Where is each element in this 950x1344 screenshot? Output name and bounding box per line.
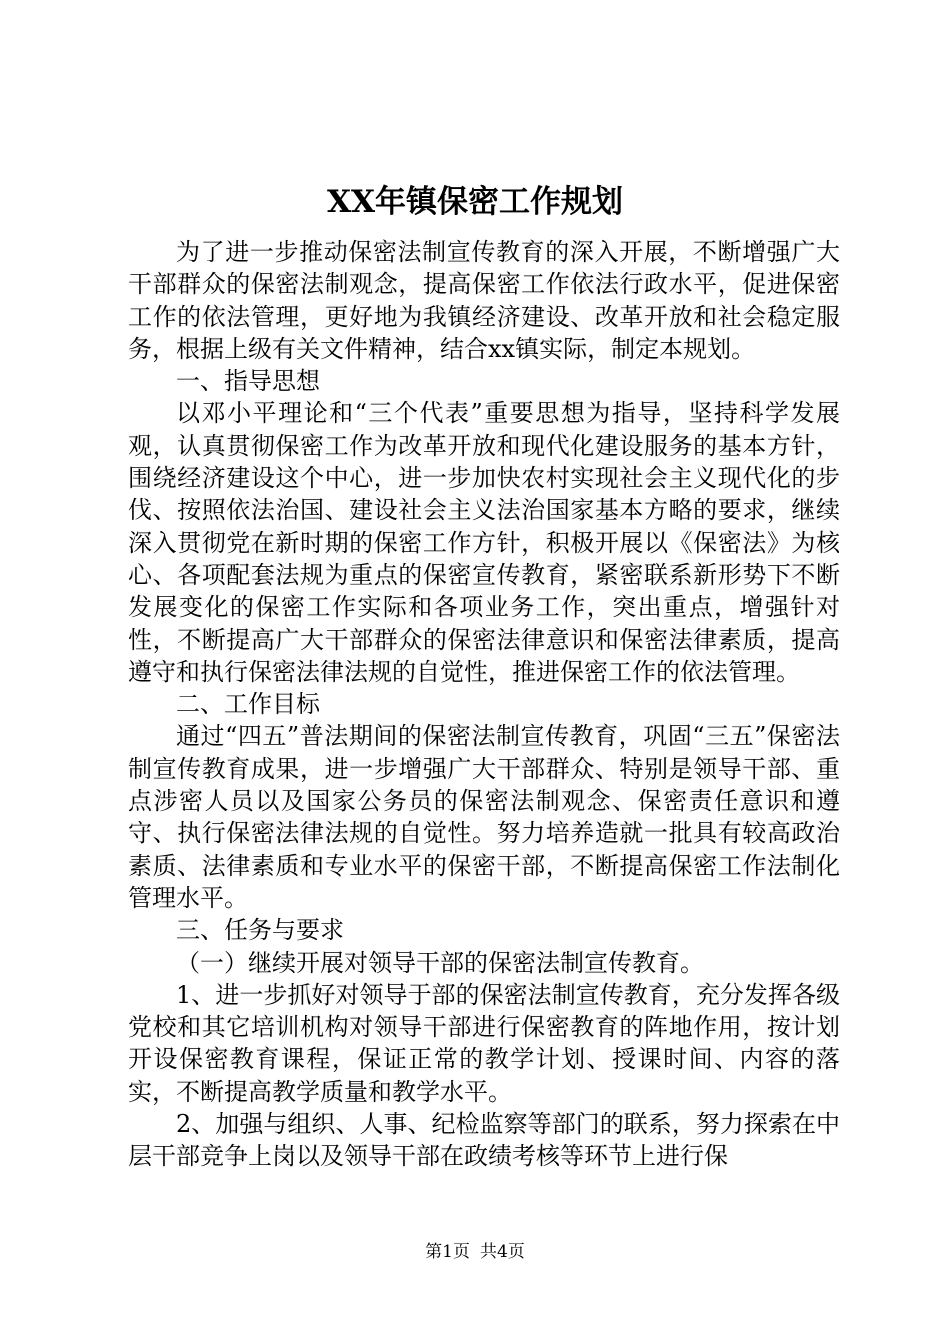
work-goals-paragraph: 通过“四五”普法期间的保密法制宣传教育，巩固“三五”保密法制宣传教育成果，进一步增强广大干部群众、特别是领导干部、重点涉密人员以及国家公务员的保密法制观念、保密责任意识和遵守、执行保密法律法规的自觉性。努力培养造就一批具有较高政治素质、法律素质和专业水平的保密干部，不断提高保密工作法制化管理水平。 <box>128 722 840 912</box>
section-heading-tasks: 三、任务与要求 <box>176 916 344 945</box>
task-item-1: 1、进一步抓好对领导于部的保密法制宣传教育，充分发挥各级党校和其它培训机构对领导干部进行保密教育的阵地作用，按计划开设保密教育课程，保证正常的教学计划、授课时间、内容的落实，不断提高教学质量和教学水平。 <box>128 980 840 1106</box>
page-number-total: 共4页 <box>480 1242 525 1262</box>
document-title: XX年镇保密工作规划 <box>326 184 624 220</box>
task-item-2: 2、加强与组织、人事、纪检监察等部门的联系，努力探索在中层干部竞争上岗以及领导干部在政绩考核等环节上进行保 <box>128 1110 840 1171</box>
intro-paragraph: 为了进一步推动保密法制宣传教育的深入开展，不断增强广大干部群众的保密法制观念，提高保密工作依法行政水平，促进保密工作的依法管理，更好地为我镇经济建设、改革开放和社会稳定服务，根据上级有关文件精神，结合xx镇实际，制定本规划。 <box>128 238 840 363</box>
guiding-ideology-paragraph: 以邓小平理论和“三个代表”重要思想为指导，坚持科学发展观，认真贯彻保密工作为改革开放和现代化建设服务的基本方针，围绕经济建设这个中心，进一步加快农村实现社会主义现代化的步伐、按照依法治国、建设社会主义法治国家基本方略的要求，继续深入贯彻党在新时期的保密工作方针，积极开展以《保密法》为核心、各项配套法规为重点的保密宣传教育，紧密联系新形势下不断发展变化的保密工作实际和各项业务工作，突出重点，增强针对性，不断提高广大干部群众的保密法律意识和保密法律素质，提高遵守和执行保密法律法规的自觉性，推进保密工作的依法管理。 <box>128 399 840 686</box>
section-heading-work-goals: 二、工作目标 <box>176 690 320 719</box>
page-footer <box>0 1240 950 1264</box>
subsection-heading-leaders: （一）继续开展对领导干部的保密法制宣传教育。 <box>176 948 704 977</box>
page-number-current: 第1页 <box>425 1242 470 1262</box>
section-heading-guiding-ideology: 一、指导思想 <box>176 367 320 396</box>
document-body <box>128 236 840 1173</box>
